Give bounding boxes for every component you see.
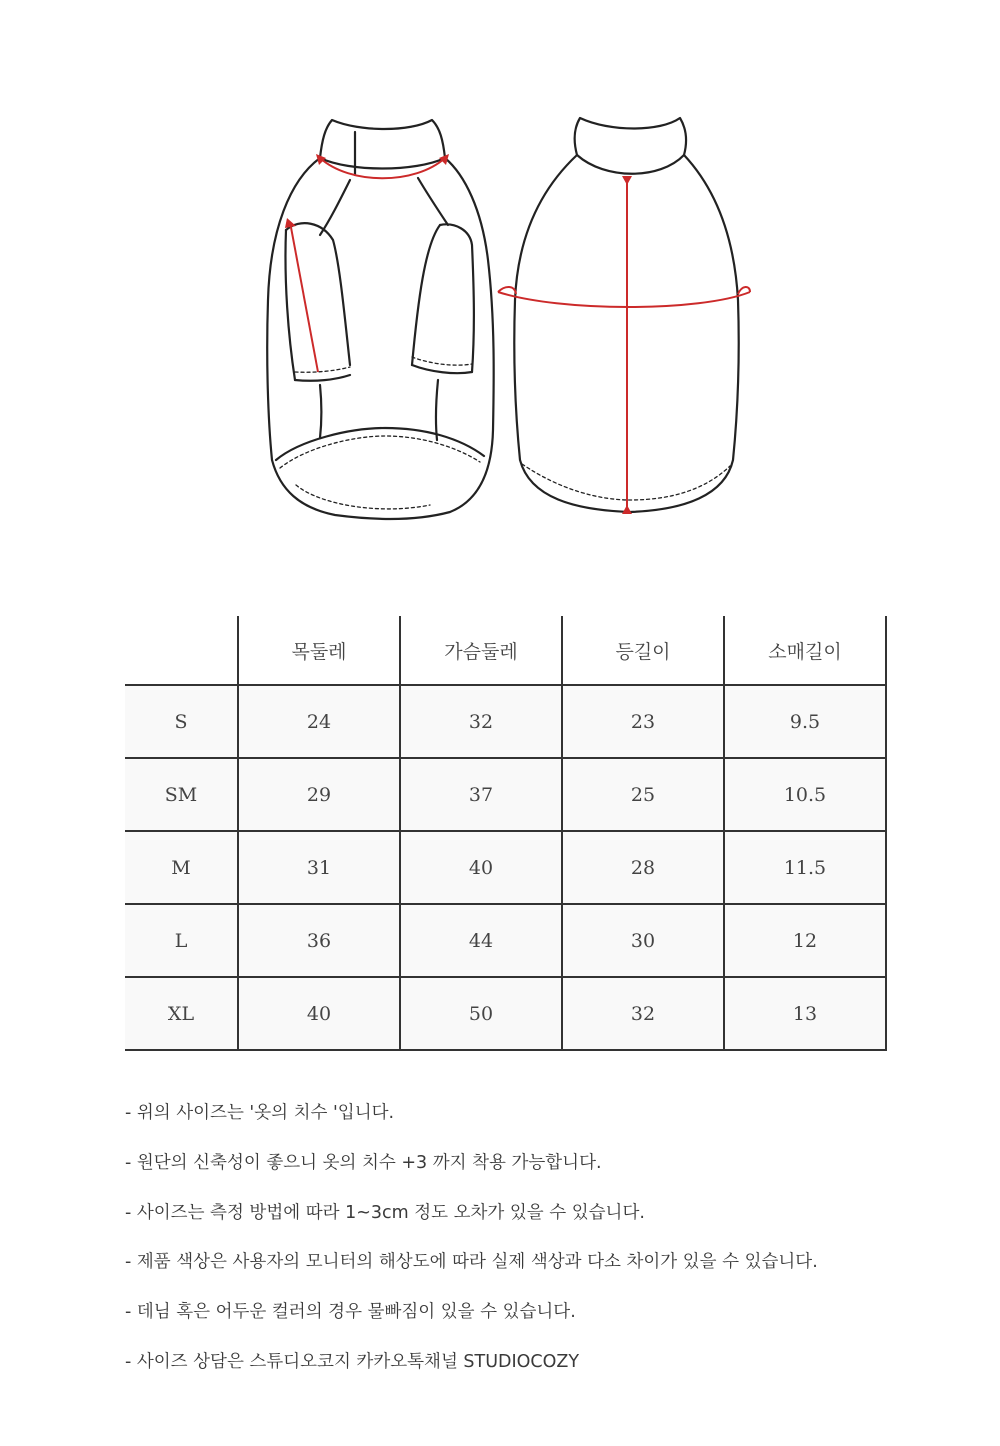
neck-value: 24 <box>238 685 400 758</box>
header-chest: 가슴둘레 <box>400 616 562 685</box>
chest-value: 37 <box>400 758 562 831</box>
back-length-value: 28 <box>562 831 724 904</box>
header-corner <box>125 616 238 685</box>
table-row <box>125 685 886 758</box>
sleeve-length-value: 13 <box>724 977 886 1050</box>
note-item: - 사이즈는 측정 방법에 따라 1~3cm 정도 오차가 있을 수 있습니다. <box>125 1202 645 1223</box>
garment-measurement-illustration <box>0 0 1000 560</box>
table-row <box>125 977 886 1050</box>
note-item: - 위의 사이즈는 '옷의 치수 '입니다. <box>125 1103 395 1123</box>
size-label: XL <box>125 977 238 1050</box>
note-item: - 데님 혹은 어두운 컬러의 경우 물빠짐이 있을 수 있습니다. <box>125 1302 576 1323</box>
note-item: - 사이즈 상담은 스튜디오코지 카카오톡채널 STUDIOCOZY <box>125 1351 580 1372</box>
sleeve-length-value: 12 <box>724 904 886 977</box>
size-label: M <box>125 831 238 904</box>
neck-value: 40 <box>238 977 400 1050</box>
header-back-length: 등길이 <box>562 616 724 685</box>
sleeve-length-value: 9.5 <box>724 685 886 758</box>
back-length-value: 25 <box>562 758 724 831</box>
table-header-row <box>125 616 886 685</box>
size-label: SM <box>125 758 238 831</box>
neck-value: 36 <box>238 904 400 977</box>
sleeve-length-value: 10.5 <box>724 758 886 831</box>
chest-value: 40 <box>400 831 562 904</box>
header-sleeve-length: 소매길이 <box>724 616 886 685</box>
note-item: - 원단의 신축성이 좋으니 옷의 치수 +3 까지 착용 가능합니다. <box>125 1152 602 1173</box>
measurement-arrowheads <box>285 154 632 514</box>
size-label: S <box>125 685 238 758</box>
chest-value: 32 <box>400 685 562 758</box>
sleeve-length-value: 11.5 <box>724 831 886 904</box>
table-row <box>125 831 886 904</box>
table-row <box>125 758 886 831</box>
chest-value: 50 <box>400 977 562 1050</box>
size-chart-table <box>125 616 887 1051</box>
neck-value: 29 <box>238 758 400 831</box>
back-length-value: 30 <box>562 904 724 977</box>
size-notes-list <box>125 1098 925 1397</box>
front-view-drawing <box>267 120 493 519</box>
table-row <box>125 904 886 977</box>
neck-value: 31 <box>238 831 400 904</box>
back-length-value: 23 <box>562 685 724 758</box>
header-neck: 목둘레 <box>238 616 400 685</box>
note-item: - 제품 색상은 사용자의 모니터의 해상도에 따라 실제 색상과 다소 차이가 있을 수 있습니다. <box>125 1252 818 1273</box>
size-label: L <box>125 904 238 977</box>
back-length-value: 32 <box>562 977 724 1050</box>
chest-value: 44 <box>400 904 562 977</box>
